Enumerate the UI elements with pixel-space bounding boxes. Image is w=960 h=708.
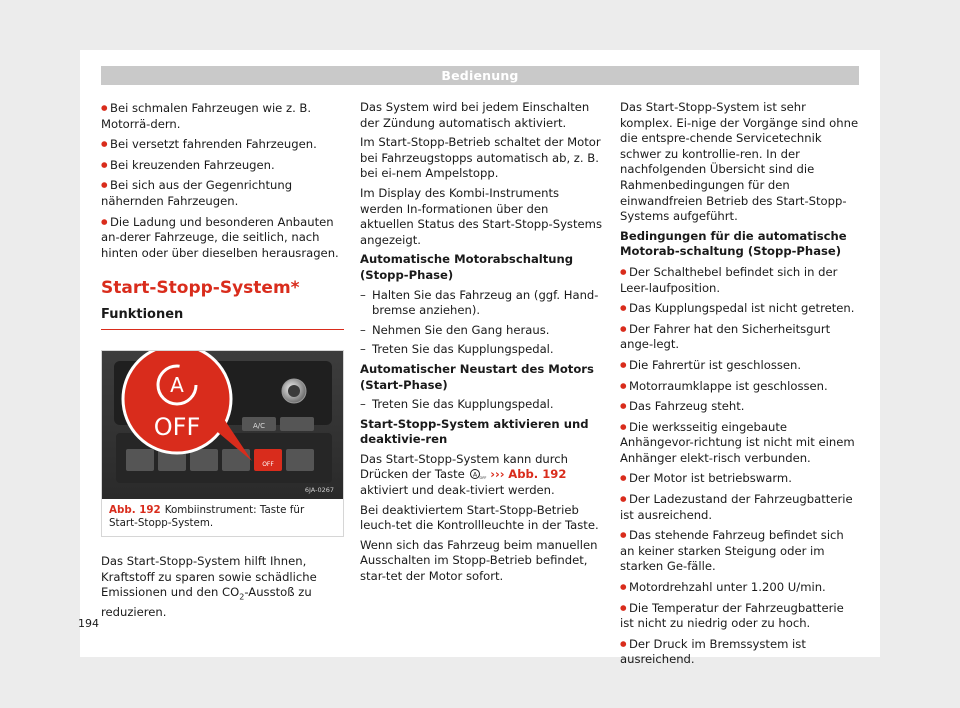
list-item: ● Der Druck im Bremssystem ist ausreichend. [620, 636, 860, 668]
caption-text: Kombiinstrument: Taste für Start-Stopp-System. [109, 503, 305, 529]
list-item: – Halten Sie das Fahrzeug an (ggf. Hand-bremse anziehen). [360, 288, 602, 319]
paragraph: Das Start-Stopp-System kann durch Drücken der Taste A OFF ››› Abb. 192 aktiviert und deak-tiviert werden. [360, 451, 569, 498]
list-item: ● Bei sich aus der Gegenrichtung nähernden Fahrzeugen. [101, 177, 344, 209]
figure-caption [102, 499, 343, 536]
page-number: 194 [78, 617, 99, 630]
paragraph: Das Start-Stopp-System ist sehr komplex. Ei-nige der Vorgänge sind ohne die entspre-chende Servicetechnik schwer zu kontrollie-ren. In der nachfolgenden Übersicht sind die Rahmenbedingungen für den einwandfreien Betrieb des Start-Stopp-Systems aufgeführt. [620, 100, 859, 224]
list-item: – Treten Sie das Kupplungspedal. [360, 342, 602, 358]
paragraph: Das System wird bei jedem Einschalten der Zündung automatisch aktiviert. [360, 100, 590, 130]
subheading-stop-phase: Automatische Motorabschaltung (Stopp-Phase) [360, 252, 574, 282]
section-title: Start-Stopp-System* [101, 278, 300, 299]
paragraph: Wenn sich das Fahrzeug beim manuellen Ausschalten im Stopp-Betrieb befindet, star-tet der Motor sofort. [360, 537, 598, 584]
svg-text:A/C: A/C [252, 421, 266, 430]
list-item: ● Das stehende Fahrzeug befindet sich an keiner starken Steigung oder im starken Ge-fälle. [620, 527, 860, 575]
list-item: ● Die Ladung und besonderen Anbauten an-derer Fahrzeuge, die seitlich, nach hinten oder über dieselben herausragen. [101, 214, 344, 262]
svg-text:6JA-0267: 6JA-0267 [304, 485, 334, 494]
paragraph: Im Start-Stopp-Betrieb schaltet der Motor bei Fahrzeugstopps automatisch ab, z. B. bei ei-nem Ampelstopp. [360, 135, 601, 181]
figure-ref-link[interactable]: Abb. 192 [508, 467, 567, 482]
list-item: ● Der Ladezustand der Fahrzeugbatterie ist ausreichend. [620, 491, 860, 523]
intro-paragraph: Das Start-Stopp-System hilft Ihnen, Kraftstoff zu sparen sowie schädliche Emissionen und den $CO_2$-Ausstoß zu reduzieren. [101, 553, 317, 620]
list-item: ● Die Fahrertür ist geschlossen. [620, 357, 860, 374]
column-2 [360, 100, 602, 589]
svg-text:OFF: OFF [153, 412, 201, 441]
subsection-title: Funktionen [101, 307, 344, 330]
arrow-marker: ››› [490, 467, 505, 482]
list-item: ● Bei versetzt fahrenden Fahrzeugen. [101, 136, 344, 153]
svg-text:A: A [170, 372, 184, 397]
list-item: ● Der Fahrer hat den Sicherheitsgurt ange-legt. [620, 321, 860, 353]
column-1 [101, 100, 344, 625]
page-header: Bedienung [101, 66, 859, 85]
svg-text:A: A [472, 471, 477, 479]
start-stop-icon [469, 468, 487, 480]
list-item: ● Bei schmalen Fahrzeugen wie z. B. Motorrä-dern. [101, 100, 344, 132]
list-item: – Treten Sie das Kupplungspedal. [360, 397, 602, 413]
list-item: ● Motordrehzahl unter 1.200 U/min. [620, 579, 860, 596]
list-item: ● Der Schalthebel befindet sich in der Leer-laufposition. [620, 264, 860, 296]
list-item: ● Das Fahrzeug steht. [620, 398, 860, 415]
paragraph: Bei deaktiviertem Start-Stopp-Betrieb leuch-tet die Kontrollleuchte in der Taste. [360, 502, 599, 533]
figure-label: Abb. 192 [109, 503, 161, 516]
list-item: – Nehmen Sie den Gang heraus. [360, 323, 602, 339]
dashboard-photo [102, 351, 343, 499]
subheading-conditions: Bedingungen für die automatische Motorab-schaltung (Stopp-Phase) [620, 228, 847, 259]
subheading-activate: Start-Stopp-System aktivieren und deaktivie-ren [360, 416, 589, 447]
list-item: ● Die werksseitig eingebaute Anhängevor-richtung ist nicht mit einem Anhänger elekt-risch verbunden. [620, 419, 860, 467]
list-item: ● Bei kreuzenden Fahrzeugen. [101, 157, 344, 174]
svg-text:OFF: OFF [262, 460, 274, 468]
list-item: ● Motorraumklappe ist geschlossen. [620, 378, 860, 395]
figure-192 [101, 350, 344, 537]
list-item: ● Der Motor ist betriebswarm. [620, 470, 860, 487]
subheading-start-phase: Automatischer Neustart des Motors (Start-Phase) [360, 361, 594, 392]
list-item: ● Die Temperatur der Fahrzeugbatterie ist nicht zu niedrig oder zu hoch. [620, 600, 860, 632]
column-3 [620, 100, 860, 672]
svg-text:OFF: OFF [479, 476, 486, 481]
list-item: ● Das Kupplungspedal ist nicht getreten. [620, 300, 860, 317]
paragraph: Im Display des Kombi-Instruments werden In-formationen über den aktuellen Status des Start-Stopp-Systems angezeigt. [360, 185, 602, 247]
